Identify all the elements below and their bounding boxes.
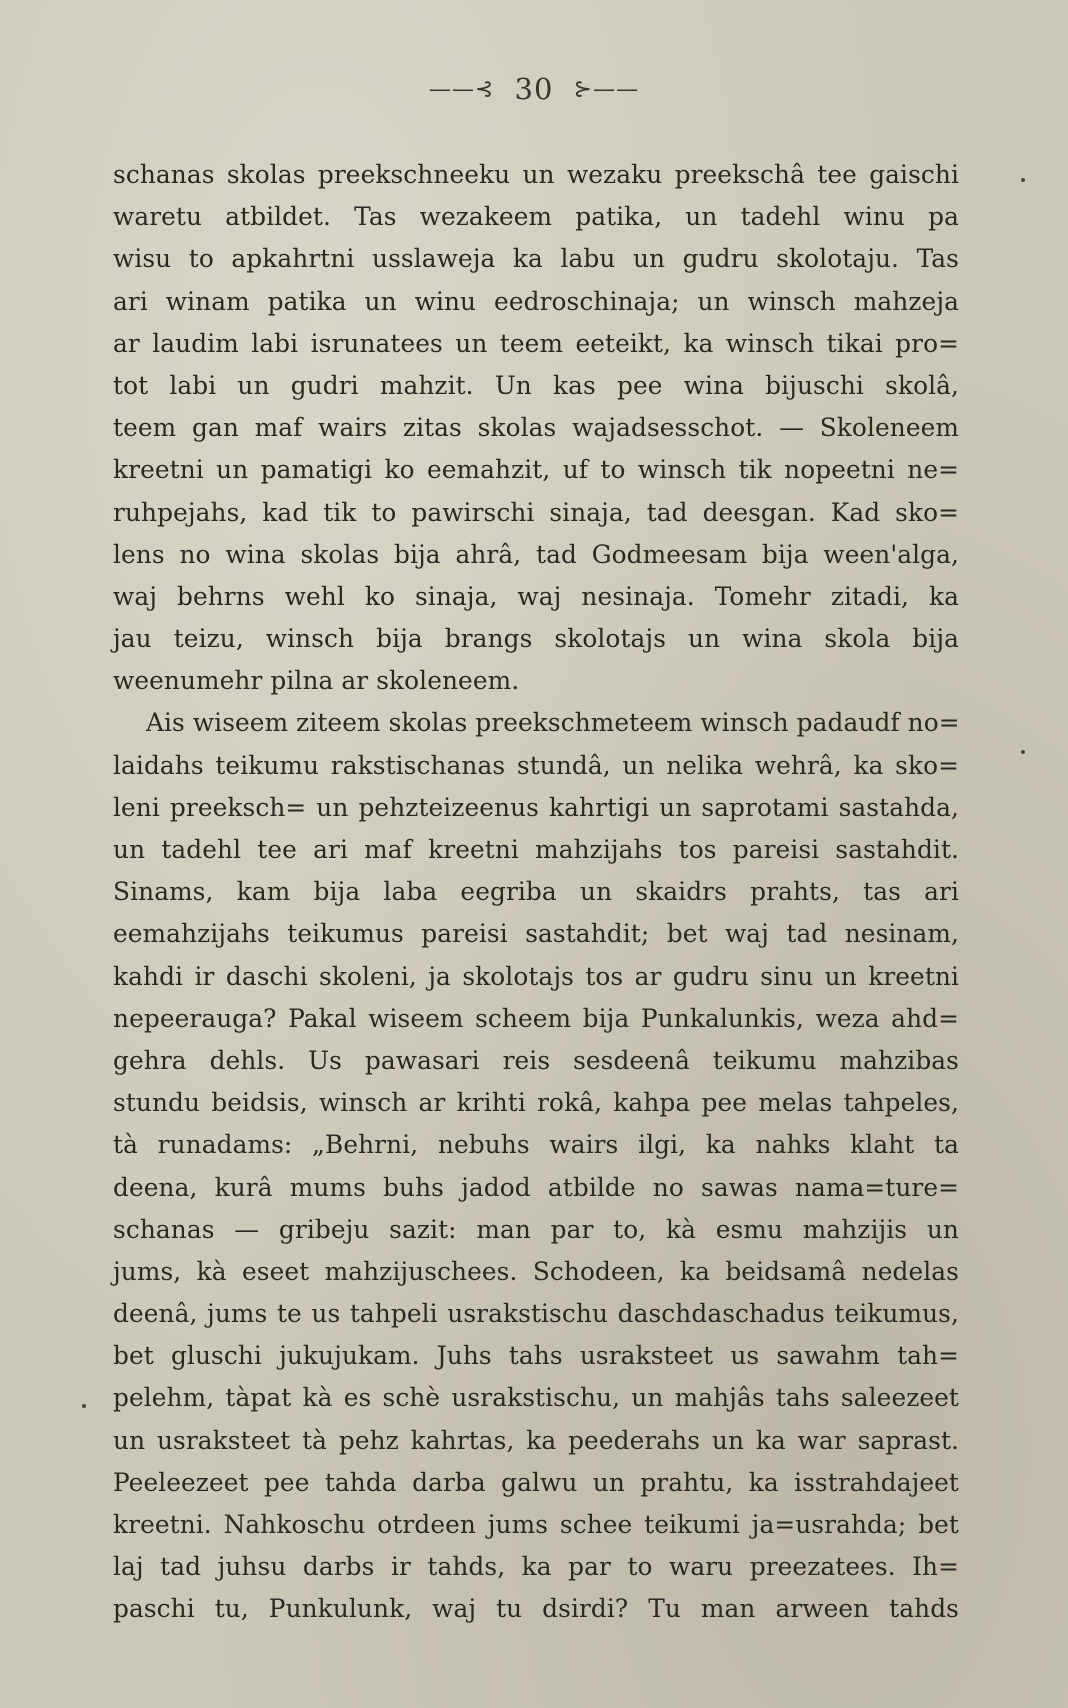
text-line: eemahzijahs teikumus pareisi sastahdit; bet waj tad nesinam, [113, 919, 959, 949]
text-line: leni preeksch= un pehzteizeenus kahrtigi un saprotami sastahda, [113, 792, 959, 822]
speck-mark [1021, 750, 1025, 754]
text-line: schanas — gribeju sazit: man par to, kà esmu mahzijis un [113, 1214, 959, 1244]
text-line: pelehm, tàpat kà es schè usrakstischu, un mahjâs tahs saleezeet [113, 1383, 959, 1413]
text-line: stundu beidsis, winsch ar krihti rokâ, kahpa pee melas tahpeles, [113, 1088, 959, 1118]
text-line: tot labi un gudri mahzit. Un kas pee wina bijuschi skolâ, [113, 370, 959, 400]
text-line: ari winam patika un winu eedroschinaja; un winsch mahzeja [113, 286, 959, 316]
text-line: ruhpejahs, kad tik to pawirschi sinaja, tad deesgan. Kad sko= [113, 497, 959, 527]
text-line: kahdi ir daschi skoleni, ja skolotajs tos ar gudru sinu un kreetni [113, 961, 959, 991]
text-line: gehra dehls. Us pawasari reis sesdeenâ teikumu mahzibas [113, 1045, 959, 1075]
body-text [113, 154, 959, 1631]
text-line: wisu to apkahrtni usslaweja ka labu un gudru skolotaju. Tas [113, 244, 959, 274]
right-ornament-icon: ⊱—— [573, 77, 640, 102]
text-line: waj behrns wehl ko sinaja, waj nesinaja. Tomehr zitadi, ka [113, 581, 959, 611]
page-number: 30 [514, 72, 554, 106]
page-number-header [0, 72, 1068, 106]
text-line: lens no wina skolas bija ahrâ, tad Godmeesam bija ween'alga, [113, 539, 959, 569]
text-line: waretu atbildet. Tas wezakeem patika, un tadehl winu pa [113, 202, 959, 232]
text-line: Peeleezeet pee tahda darba galwu un prahtu, ka isstrahdajeet [113, 1467, 959, 1497]
text-line: teem gan maf wairs zitas skolas wajadsesschot. — Skoleneem [113, 413, 959, 443]
text-line: jau teizu, winsch bija brangs skolotajs un wina skola bija [113, 624, 959, 654]
text-line: jums, kà eseet mahzijuschees. Schodeen, ka beidsamâ nedelas [113, 1256, 959, 1286]
text-line: Ais wiseem ziteem skolas preekschmeteem winsch padaudf no= [146, 708, 960, 738]
text-line: kreetni. Nahkoschu otrdeen jums schee teikumi ja=usrahda; bet [113, 1510, 959, 1539]
text-line: paschi tu, Punkulunk, waj tu dsirdi? Tu man arween tahds [113, 1594, 959, 1624]
text-line: un tadehl tee ari maf kreetni mahzijahs tos pareisi sastahdit. [113, 835, 959, 864]
text-line: un usraksteet tà pehz kahrtas, ka peederahs un ka war saprast. [113, 1425, 959, 1455]
text-line: laj tad juhsu darbs ir tahds, ka par to waru preezatees. Ih= [113, 1552, 959, 1582]
text-line: tà runadams: „Behrni, nebuhs wairs ilgi, ka nahks klaht ta [113, 1130, 959, 1160]
text-line: deenâ, jums te us tahpeli usrakstischu daschdaschadus teikumus, [113, 1299, 959, 1329]
text-line: kreetni un pamatigi ko eemahzit, uf to winsch tik nopeetni ne= [113, 455, 959, 485]
text-line: laidahs teikumu rakstischanas stundâ, un nelika wehrâ, ka sko= [113, 750, 959, 780]
left-ornament-icon: ——⊰ [428, 77, 495, 102]
text-line: schanas skolas preekschneeku un wezaku preekschâ tee gaischi [113, 160, 959, 189]
speck-mark [1021, 178, 1025, 182]
text-line: ar laudim labi isrunatees un teem eeteikt, ka winsch tikai pro= [113, 328, 959, 358]
text-line: weenumehr pilna ar skoleneem. [113, 666, 520, 696]
text-line: bet gluschi jukujukam. Juhs tahs usraksteet us sawahm tah= [113, 1341, 959, 1371]
text-line: deena, kurâ mums buhs jadod atbilde no sawas nama=ture= [113, 1172, 959, 1202]
text-line: nepeerauga? Pakal wiseem scheem bija Punkalunkis, weza ahd= [113, 1003, 959, 1033]
text-line: Sinams, kam bija laba eegriba un skaidrs prahts, tas ari [113, 877, 959, 907]
speck-mark [82, 1404, 86, 1408]
